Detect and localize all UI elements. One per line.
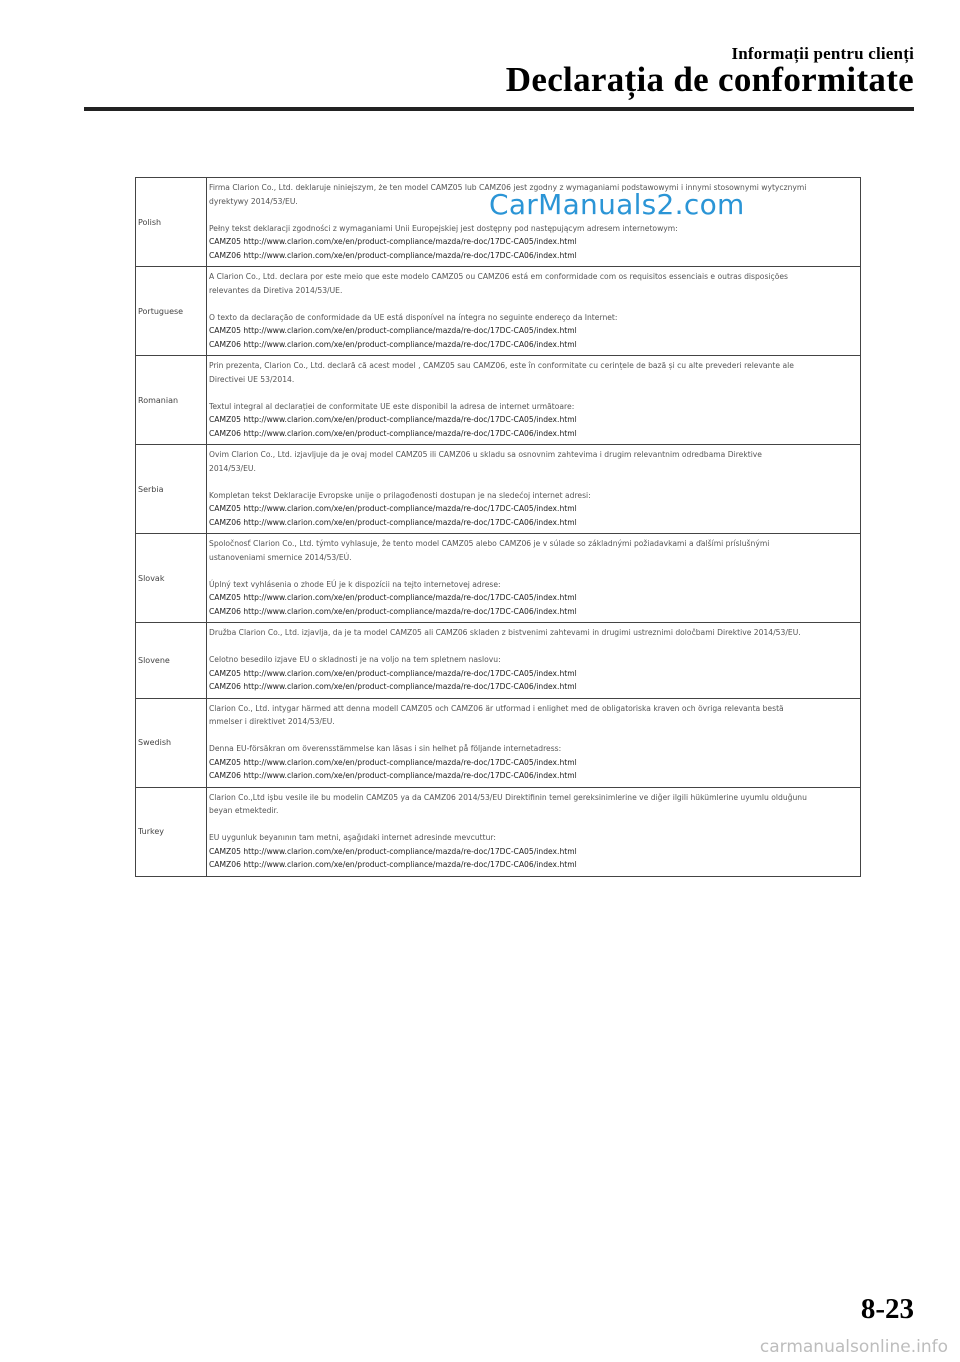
declaration-text bbox=[207, 267, 861, 356]
table-row bbox=[136, 534, 861, 623]
table-row bbox=[136, 787, 861, 876]
compliance-url-line: CAMZ05 http://www.clarion.com/xe/en/product-compliance/mazda/re-doc/17DC-CA05/index.html bbox=[209, 237, 577, 246]
declaration-text bbox=[207, 445, 861, 534]
paragraph-gap bbox=[209, 475, 858, 489]
text-line: Denna EU-försäkran om överensstämmelse kan läsas i sin helhet på följande internetadress: bbox=[209, 744, 562, 753]
table-row bbox=[136, 445, 861, 534]
text-line: Directivei UE 53/2014. bbox=[209, 374, 295, 384]
compliance-url-line: CAMZ06 http://www.clarion.com/xe/en/product-compliance/mazda/re-doc/17DC-CA06/index.html bbox=[209, 860, 577, 869]
text-line: ustanoveniami smernice 2014/53/EÚ. bbox=[209, 552, 352, 562]
header-divider bbox=[84, 107, 914, 111]
text-line: 2014/53/EU. bbox=[209, 463, 256, 473]
text-line: Clarion Co.,Ltd işbu vesile ile bu modelin CAMZ05 ya da CAMZ06 2014/53/EU Direktifinin temel gereksinimlerine ve diğer ilgili hükümlerine uyumlu olduğunu bbox=[209, 792, 807, 802]
compliance-url-line: CAMZ05 http://www.clarion.com/xe/en/product-compliance/mazda/re-doc/17DC-CA05/index.html bbox=[209, 326, 577, 335]
compliance-url-line: CAMZ05 http://www.clarion.com/xe/en/product-compliance/mazda/re-doc/17DC-CA05/index.html bbox=[209, 757, 577, 767]
compliance-url-line: CAMZ06 http://www.clarion.com/xe/en/product-compliance/mazda/re-doc/17DC-CA06/index.html bbox=[209, 250, 577, 260]
compliance-url-line: CAMZ06 http://www.clarion.com/xe/en/product-compliance/mazda/re-doc/17DC-CA06/index.html bbox=[209, 771, 577, 780]
language-label: Swedish bbox=[136, 698, 207, 787]
text-line: EU uygunluk beyanının tam metni, aşağıdaki internet adresinde mevcuttur: bbox=[209, 833, 496, 842]
paragraph-gap bbox=[209, 386, 858, 400]
text-line: Úplný text vyhlásenia o zhode EÚ je k dispozícii na tejto internetovej adrese: bbox=[209, 579, 501, 589]
language-label: Turkey bbox=[136, 787, 207, 876]
text-line: Celotno besedilo izjave EU o skladnosti je na voljo na tem spletnem naslovu: bbox=[209, 655, 501, 664]
text-line: Firma Clarion Co., Ltd. deklaruje niniejszym, że ten model CAMZ05 lub CAMZ06 jest zgodny z wymaganiami podstawowymi i innymi stosownymi wytycznymi bbox=[209, 183, 807, 192]
table-row bbox=[136, 267, 861, 356]
text-line: Spoločnosť Clarion Co., Ltd. týmto vyhlasuje, že tento model CAMZ05 alebo CAMZ06 je v súlade so základnými požiadavkami a ďalšími príslušnými bbox=[209, 539, 770, 548]
compliance-url-line: CAMZ05 http://www.clarion.com/xe/en/product-compliance/mazda/re-doc/17DC-CA05/index.html bbox=[209, 668, 577, 678]
language-label: Romanian bbox=[136, 356, 207, 445]
compliance-url-line: CAMZ06 http://www.clarion.com/xe/en/product-compliance/mazda/re-doc/17DC-CA06/index.html bbox=[209, 428, 577, 438]
language-label: Slovene bbox=[136, 623, 207, 699]
table-row bbox=[136, 623, 861, 699]
declaration-table bbox=[135, 177, 861, 877]
declaration-text bbox=[207, 356, 861, 445]
compliance-url-line: CAMZ05 http://www.clarion.com/xe/en/product-compliance/mazda/re-doc/17DC-CA05/index.html bbox=[209, 504, 577, 513]
text-line: beyan etmektedir. bbox=[209, 806, 279, 815]
declaration-text bbox=[207, 534, 861, 623]
text-line: Ovim Clarion Co., Ltd. izjavljuje da je ovaj model CAMZ05 ili CAMZ06 u skladu sa osnovnim zahtevima i drugim relevantnim odredbama Direktive bbox=[209, 450, 762, 459]
text-line: Družba Clarion Co., Ltd. izjavlja, da je ta model CAMZ05 ali CAMZ06 skladen z bistvenimi zahtevami in drugimi ustreznimi določbami Direktive 2014/53/EU. bbox=[209, 628, 801, 637]
text-line: Textul integral al declarației de conformitate UE este disponibil la adresa de internet următoare: bbox=[209, 401, 575, 411]
declaration-text bbox=[207, 623, 861, 699]
compliance-url-line: CAMZ05 http://www.clarion.com/xe/en/product-compliance/mazda/re-doc/17DC-CA05/index.html bbox=[209, 593, 577, 602]
paragraph-gap bbox=[209, 564, 858, 578]
footer-watermark: carmanualsonline.info bbox=[759, 1337, 948, 1357]
text-line: Prin prezenta, Clarion Co., Ltd. declară că acest model , CAMZ05 sau CAMZ06, este în conformitate cu cerințele de bază și cu alte prevederi relevante ale bbox=[209, 361, 794, 370]
language-label: Portuguese bbox=[136, 267, 207, 356]
paragraph-gap bbox=[209, 640, 858, 654]
language-label: Slovak bbox=[136, 534, 207, 623]
section-title: Informații pentru clienți bbox=[731, 44, 914, 63]
table-row bbox=[136, 356, 861, 445]
text-line: O texto da declaração de conformidade da UE está disponível na íntegra no seguinte endereço da Internet: bbox=[209, 312, 618, 322]
compliance-url-line: CAMZ06 http://www.clarion.com/xe/en/product-compliance/mazda/re-doc/17DC-CA06/index.html bbox=[209, 682, 577, 691]
text-line: Pełny tekst deklaracji zgodności z wymaganiami Unii Europejskiej jest dostępny pod następującym adresem internetowym: bbox=[209, 223, 678, 233]
text-line: Clarion Co., Ltd. intygar härmed att denna modell CAMZ05 och CAMZ06 är utformad i enlighet med de obligatoriska kraven och övriga relevanta bestä bbox=[209, 703, 784, 713]
compliance-url-line: CAMZ06 http://www.clarion.com/xe/en/product-compliance/mazda/re-doc/17DC-CA06/index.html bbox=[209, 339, 577, 349]
page-title: Declarația de conformitate bbox=[505, 60, 914, 99]
text-line: Kompletan tekst Deklaracije Evropske unije o prilagođenosti dostupan je na sledećoj internet adresi: bbox=[209, 490, 591, 500]
watermark-text: CarManuals2.com bbox=[489, 188, 745, 221]
text-line: A Clarion Co., Ltd. declara por este meio que este modelo CAMZ05 ou CAMZ06 está em conformidade com os requisitos essenciais e outras disposições bbox=[209, 272, 788, 281]
page-number: 8-23 bbox=[860, 1293, 914, 1325]
declaration-table-body bbox=[136, 178, 861, 877]
language-label: Serbia bbox=[136, 445, 207, 534]
table-row bbox=[136, 698, 861, 787]
paragraph-gap bbox=[209, 297, 858, 311]
text-line: mmelser i direktivet 2014/53/EU. bbox=[209, 717, 335, 726]
text-line: relevantes da Diretiva 2014/53/UE. bbox=[209, 285, 343, 295]
text-line: dyrektywy 2014/53/EU. bbox=[209, 196, 298, 206]
declaration-text bbox=[207, 787, 861, 876]
compliance-url-line: CAMZ05 http://www.clarion.com/xe/en/product-compliance/mazda/re-doc/17DC-CA05/index.html bbox=[209, 846, 577, 856]
paragraph-gap bbox=[209, 818, 858, 832]
compliance-url-line: CAMZ06 http://www.clarion.com/xe/en/product-compliance/mazda/re-doc/17DC-CA06/index.html bbox=[209, 606, 577, 616]
paragraph-gap bbox=[209, 729, 858, 743]
compliance-url-line: CAMZ06 http://www.clarion.com/xe/en/product-compliance/mazda/re-doc/17DC-CA06/index.html bbox=[209, 517, 577, 527]
language-label: Polish bbox=[136, 178, 207, 267]
compliance-url-line: CAMZ05 http://www.clarion.com/xe/en/product-compliance/mazda/re-doc/17DC-CA05/index.html bbox=[209, 415, 577, 424]
declaration-text bbox=[207, 698, 861, 787]
